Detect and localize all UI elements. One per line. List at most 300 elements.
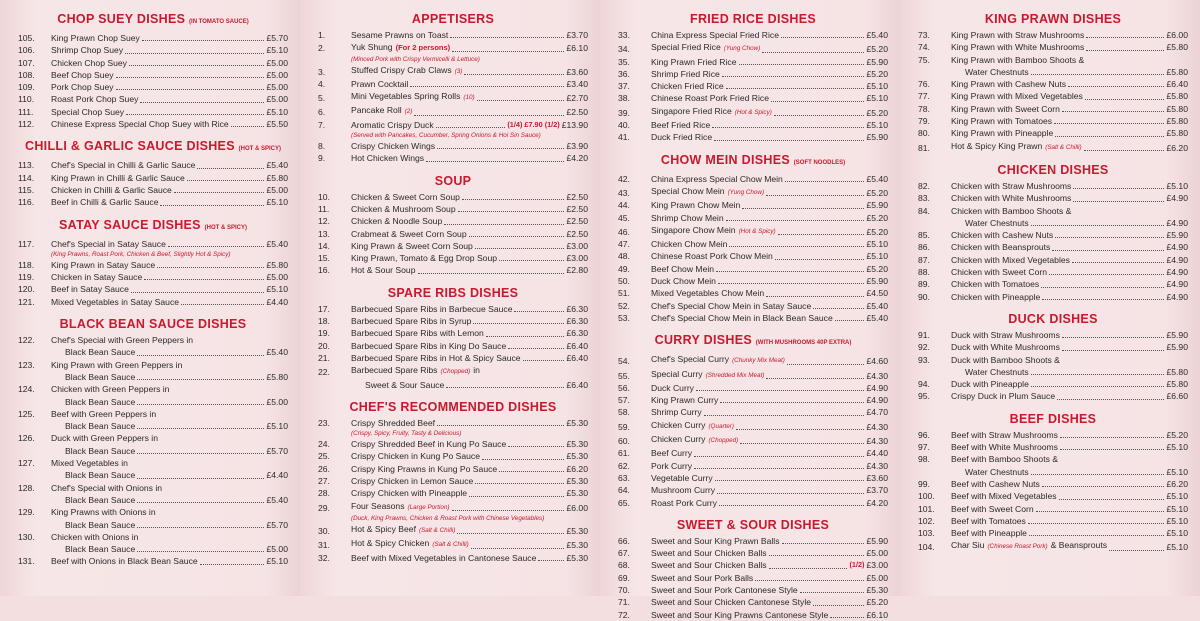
menu-item — [18, 271, 288, 283]
item-name — [951, 429, 1058, 441]
item-number: 45. — [618, 212, 630, 223]
menu-item — [18, 259, 288, 271]
item-number: 102. — [918, 515, 935, 526]
menu-item — [618, 41, 888, 55]
dot-leader — [437, 148, 564, 149]
section-title-text: KING PRAWN DISHES — [984, 12, 1122, 26]
menu-item — [18, 81, 288, 93]
item-number: 93. — [918, 354, 930, 365]
item-name-text: Mini Vegetables Spring Rolls — [351, 91, 461, 102]
item-price: £5.10 — [266, 45, 288, 56]
item-name-text: Chicken in Satay Sauce — [51, 272, 143, 283]
dot-leader — [125, 53, 264, 54]
item-name-text: Chinese Roast Pork Chow Mein — [651, 251, 773, 262]
item-number: 26. — [318, 463, 330, 474]
menu-item — [918, 254, 1188, 266]
item-name — [651, 535, 780, 547]
item-name — [951, 466, 1029, 478]
item-note: (Shredded Mix Meat) — [705, 371, 765, 379]
item-name — [351, 90, 475, 104]
item-note: (Chunky Mix Meat) — [732, 357, 785, 365]
dot-leader — [712, 127, 864, 128]
item-name-text: Hot & Sour Soup — [351, 265, 416, 276]
item-price: £2.80 — [566, 265, 588, 276]
item-name-text: Duck Curry — [651, 382, 694, 393]
menu-item — [318, 152, 588, 164]
item-number: 95. — [918, 391, 930, 402]
dot-leader — [1062, 337, 1165, 338]
item-price: £5.90 — [866, 535, 888, 546]
item-name-text: Beef in Satay Sauce — [51, 284, 129, 295]
menu-item — [618, 596, 888, 608]
item-price: £6.40 — [566, 352, 588, 363]
item-name-text: Beef with Cashew Nuts — [951, 478, 1040, 489]
item-number: 4. — [318, 78, 326, 89]
item-name-text: Barbecued Spare Ribs with Lemon — [351, 328, 484, 339]
dot-leader — [771, 101, 865, 102]
dot-leader — [769, 555, 865, 556]
section-black-bean-sauce-dishes — [18, 317, 288, 568]
section-title-note: (IN TOMATO SAUCE) — [189, 19, 249, 25]
dot-leader — [1062, 350, 1165, 351]
menu-item — [618, 472, 888, 484]
item-number: 115. — [18, 184, 35, 195]
menu-column-1 — [300, 0, 600, 596]
item-number: 68. — [618, 560, 630, 571]
item-name — [351, 264, 416, 276]
dot-leader — [475, 248, 565, 249]
item-name-text: Duck with Straw Mushrooms — [951, 329, 1060, 340]
item-name — [651, 92, 769, 104]
section-title-note: (WITH MUSHROOMS 40P EXTRA) — [755, 340, 852, 347]
menu-item — [318, 90, 588, 104]
item-number: 122. — [18, 335, 35, 346]
item-name — [51, 432, 158, 444]
menu-item — [918, 515, 1188, 527]
item-number: 62. — [618, 460, 630, 471]
menu-item — [918, 266, 1188, 278]
item-price: £5.00 — [866, 572, 888, 583]
section-title — [318, 174, 588, 188]
menu-item — [18, 482, 288, 494]
item-price: £5.30 — [566, 417, 588, 428]
item-name-text: Chicken & Sweet Corn Soup — [351, 191, 460, 202]
item-name-text: Chef's Special with Green Peppers in — [51, 335, 194, 346]
section-title-text: CHOW MEIN DISHES — [660, 152, 790, 167]
item-name — [351, 340, 506, 352]
menu-item — [18, 57, 288, 69]
item-number: 86. — [918, 242, 930, 253]
dot-leader — [694, 468, 864, 469]
item-name-text: Black Bean Sauce — [65, 371, 136, 382]
menu-item — [618, 406, 888, 418]
item-name-text: Crispy Chicken in Kung Po Sauce — [351, 451, 480, 462]
item-price: £5.20 — [866, 44, 888, 55]
item-price: £5.90 — [1166, 230, 1188, 241]
menu-item — [318, 463, 588, 475]
item-price: £4.40 — [266, 296, 288, 307]
menu-item — [618, 105, 888, 119]
item-name — [351, 228, 467, 240]
dot-leader — [742, 208, 864, 209]
menu-item — [18, 408, 288, 420]
menu-item — [918, 291, 1188, 303]
section-chilli-garlic-sauce-dishes — [18, 139, 288, 208]
item-number: 112. — [18, 119, 35, 130]
menu-item — [318, 41, 588, 54]
item-name-text: King Prawn Curry — [651, 395, 719, 406]
item-price: £4.20 — [866, 497, 888, 508]
item-price: £5.30 — [566, 439, 588, 450]
item-name-text: Chicken with Bamboo Shoots & — [951, 205, 1072, 216]
dot-leader — [142, 40, 265, 41]
item-number: 83. — [918, 193, 930, 204]
item-name — [651, 224, 776, 238]
item-price: £5.80 — [266, 371, 288, 382]
menu-item — [18, 44, 288, 56]
item-name-text: Chicken with Green Peppers in — [51, 384, 170, 395]
item-name — [951, 539, 1107, 553]
menu-item — [618, 484, 888, 496]
item-number: 74. — [918, 42, 930, 53]
item-name — [651, 212, 724, 224]
item-number: 21. — [318, 352, 330, 363]
item-number: 39. — [618, 107, 630, 118]
item-name — [651, 312, 833, 324]
section-title — [618, 518, 888, 532]
item-number: 110. — [18, 94, 35, 105]
menu-item — [918, 192, 1188, 204]
item-name — [651, 433, 738, 447]
item-name-text: Chicken in Chilli & Garlic Sauce — [51, 184, 172, 195]
dot-leader — [538, 560, 564, 561]
item-name — [351, 438, 506, 450]
item-name-text: Char Siu — [951, 540, 985, 551]
item-name — [951, 115, 1052, 127]
dot-leader — [144, 279, 264, 280]
item-name — [651, 572, 753, 584]
item-price: £3.70 — [866, 485, 888, 496]
item-name-text: Chicken Curry — [651, 419, 706, 430]
menu-item — [918, 278, 1188, 290]
dot-leader — [774, 115, 865, 116]
item-number: 40. — [618, 120, 630, 131]
item-name-text: Sweet and Sour Chicken Cantonese Style — [651, 597, 812, 608]
item-name — [651, 185, 764, 199]
item-name-text: Chicken with Beansprouts — [951, 242, 1051, 253]
menu-item — [18, 543, 288, 555]
item-number: 47. — [618, 239, 630, 250]
item-name-text: King Prawn with Pineapple — [951, 128, 1054, 139]
menu-item — [618, 185, 888, 199]
section-appetisers — [318, 12, 588, 165]
item-number: 18. — [318, 316, 330, 327]
item-name — [51, 519, 135, 531]
dot-leader — [508, 348, 564, 349]
menu-item — [918, 341, 1188, 353]
item-name — [651, 353, 785, 367]
item-price: £5.80 — [1166, 42, 1188, 53]
dot-leader — [785, 181, 865, 182]
item-number: 70. — [618, 584, 630, 595]
item-name — [51, 383, 169, 395]
item-name — [51, 371, 135, 383]
item-number: 108. — [18, 69, 35, 80]
item-name-text: Duck with White Mushrooms — [951, 342, 1060, 353]
item-number: 59. — [618, 421, 630, 432]
item-name — [951, 241, 1050, 253]
item-number: 38. — [618, 93, 630, 104]
menu-item — [918, 390, 1188, 402]
section-beef-dishes — [918, 412, 1188, 554]
item-name-text: Beef Curry — [651, 448, 693, 459]
item-name-text: Beef Chow Mein — [651, 263, 715, 274]
item-name — [51, 359, 182, 371]
item-name-text: Beef with White Mushrooms — [951, 442, 1058, 453]
item-name — [951, 478, 1040, 490]
item-note: (Yung Chow) — [727, 188, 765, 196]
item-name — [51, 44, 123, 56]
item-name — [651, 263, 714, 275]
section-title-text: CHILLI & GARLIC SAUCE DISHES — [25, 139, 235, 154]
section-title-text: DUCK DISHES — [1008, 311, 1098, 326]
menu-item — [318, 537, 588, 551]
item-number: 50. — [618, 276, 630, 287]
item-name — [351, 29, 448, 41]
item-name — [651, 173, 783, 185]
item-description: (Crispy, Spicy, Fruity, Tasty & Delicious) — [351, 430, 462, 438]
menu-item — [918, 229, 1188, 241]
dot-leader — [787, 364, 865, 365]
dot-leader — [486, 336, 565, 337]
item-number: 43. — [618, 187, 630, 198]
item-name-text: Chicken Chow Mein — [651, 239, 728, 250]
dot-leader — [469, 236, 565, 237]
item-name — [51, 396, 135, 408]
item-name-text: Crispy Chicken with Pineapple — [351, 488, 468, 499]
item-name-text: Black Bean Sauce — [65, 470, 136, 481]
item-price: £5.10 — [1166, 442, 1188, 453]
section-sweet-sour-dishes — [618, 518, 888, 621]
menu-item — [618, 447, 888, 459]
item-name — [51, 69, 114, 81]
item-number: 34. — [618, 44, 630, 55]
dot-leader — [719, 505, 865, 506]
menu-item — [618, 353, 888, 367]
section-chef-s-recommended-dishes — [318, 400, 588, 564]
item-name-text: Hot & Spicy King Prawn — [951, 140, 1043, 151]
item-name-text: Beef with Straw Mushrooms — [951, 429, 1058, 440]
item-name-text: Water Chestnuts — [965, 366, 1029, 377]
item-number: 97. — [918, 442, 930, 453]
item-name-text: King Prawn Chow Mein — [651, 200, 741, 211]
item-number: 109. — [18, 82, 35, 93]
menu-item — [318, 78, 588, 90]
item-price: £4.30 — [866, 370, 888, 381]
item-name — [651, 497, 717, 509]
item-name — [951, 78, 1066, 90]
dot-leader — [160, 205, 264, 206]
menu-item — [18, 531, 288, 543]
item-price: £4.20 — [566, 153, 588, 164]
section-chop-suey-dishes — [18, 12, 288, 130]
item-name — [51, 32, 140, 44]
item-name — [651, 41, 760, 55]
item-name — [51, 296, 179, 308]
item-name-text: King Prawn with White Mushrooms — [951, 42, 1085, 53]
item-note: (Salt & Chilli) — [432, 541, 469, 549]
section-title-text: SPARE RIBS DISHES — [387, 285, 519, 300]
item-price: £5.20 — [866, 212, 888, 223]
item-name-text: Sweet and Sour Chicken Balls — [651, 548, 767, 559]
dot-leader — [718, 283, 865, 284]
section-title — [18, 12, 288, 29]
menu-item — [318, 552, 588, 564]
dot-leader — [766, 195, 864, 196]
menu-item — [918, 115, 1188, 127]
item-price: £4.90 — [1166, 242, 1188, 253]
dot-leader — [410, 86, 564, 87]
item-number: 92. — [918, 342, 930, 353]
item-name — [51, 283, 129, 295]
item-number: 125. — [18, 408, 35, 419]
item-name-text: King Prawn in Satay Sauce — [51, 259, 156, 270]
item-note: (3) — [454, 67, 463, 75]
item-number: 72. — [618, 609, 630, 620]
menu-item — [18, 420, 288, 432]
dot-leader — [129, 65, 265, 66]
menu-item — [18, 159, 288, 171]
item-name-text: Chicken with White Mushrooms — [951, 193, 1072, 204]
menu-item — [18, 506, 288, 518]
dot-leader — [1052, 250, 1164, 251]
item-number: 3. — [318, 66, 326, 77]
item-name-suffix: & Beansprouts — [1050, 540, 1108, 551]
item-name — [51, 445, 135, 457]
menu-item — [18, 346, 288, 358]
item-name-text: Duck Chow Mein — [651, 276, 716, 287]
item-number: 119. — [18, 272, 35, 283]
item-name-text: Sesame Prawns on Toast — [351, 30, 449, 40]
item-number: 30. — [318, 525, 330, 536]
menu-item — [18, 296, 288, 308]
dot-leader — [1059, 499, 1165, 500]
item-number: 6. — [318, 107, 326, 118]
item-name — [51, 346, 135, 358]
item-name — [651, 29, 779, 41]
item-price: £6.60 — [1166, 391, 1188, 402]
menu-item — [618, 300, 888, 312]
item-price: £5.10 — [866, 120, 888, 131]
menu-column-4 — [0, 0, 300, 596]
item-name — [51, 482, 162, 494]
menu-item — [918, 41, 1188, 53]
item-name — [651, 199, 740, 211]
section-title — [318, 286, 588, 300]
menu-item — [318, 191, 588, 203]
menu-item — [918, 441, 1188, 453]
item-number: 101. — [918, 503, 935, 514]
item-number: 42. — [618, 173, 630, 184]
item-price: £5.90 — [866, 56, 888, 67]
item-name-text: Chicken & Noodle Soup — [351, 216, 443, 227]
item-name-text: Special Curry — [651, 368, 703, 379]
item-number: 53. — [618, 312, 630, 323]
item-name-text: Black Bean Sauce — [65, 347, 136, 358]
dot-leader — [781, 37, 864, 38]
item-price: £4.90 — [866, 382, 888, 393]
dot-leader — [782, 543, 865, 544]
item-name-text: Water Chestnuts — [965, 66, 1029, 77]
item-price: £5.10 — [866, 239, 888, 250]
item-number: 54. — [618, 356, 630, 367]
item-price: £4.90 — [1166, 217, 1188, 228]
item-name-text: King Prawn with Bamboo Shoots & — [951, 54, 1085, 65]
item-price: £3.00 — [566, 240, 588, 251]
item-note: (Quarter) — [708, 422, 734, 430]
menu-item — [618, 382, 888, 394]
item-name-text: Barbecued Spare Ribs in Hot & Spicy Sauce — [351, 352, 521, 363]
menu-item — [18, 432, 288, 444]
dot-leader — [523, 360, 565, 361]
section-title — [18, 139, 288, 156]
item-price: £5.80 — [1166, 366, 1188, 377]
menu-item — [918, 54, 1188, 66]
menu-item — [18, 334, 288, 346]
item-name-text: Black Bean Sauce — [65, 544, 136, 555]
item-name — [951, 140, 1082, 154]
item-name — [951, 229, 1053, 241]
item-name — [51, 469, 135, 481]
item-number: 67. — [618, 548, 630, 559]
item-portion-price: (1/2) — [849, 560, 865, 570]
menu-item — [18, 184, 288, 196]
item-number: 126. — [18, 433, 35, 444]
dot-leader — [1031, 474, 1165, 475]
dot-leader — [769, 568, 848, 569]
dot-leader — [457, 533, 564, 534]
item-price: £4.50 — [866, 288, 888, 299]
dot-leader — [452, 510, 565, 511]
dot-leader — [464, 74, 564, 75]
dot-leader — [140, 102, 264, 103]
item-name-text: Prawn Cocktail — [351, 78, 409, 89]
dot-leader — [740, 443, 864, 444]
item-name-text: King Prawn Chop Suey — [51, 33, 140, 43]
item-note: (Salt & Chilli) — [418, 526, 456, 534]
item-name-text: China Express Special Chow Mein — [651, 173, 783, 184]
item-name — [951, 266, 1047, 278]
item-price: £5.30 — [566, 488, 588, 499]
item-name-text: Beef with Onions in Black Bean Sauce — [51, 556, 198, 567]
dot-leader — [446, 387, 564, 388]
item-number: 15. — [318, 253, 330, 264]
item-number: 29. — [318, 502, 330, 513]
item-price: £5.70 — [266, 519, 288, 530]
item-number: 120. — [18, 284, 35, 295]
item-price: £6.10 — [566, 43, 588, 54]
dot-leader — [452, 51, 564, 52]
item-name-text: King Prawn with Straw Mushrooms — [951, 30, 1085, 40]
item-number: 124. — [18, 384, 35, 395]
menu-item — [918, 503, 1188, 515]
item-name-text: Crispy Duck in Plum Sauce — [951, 391, 1056, 402]
item-price: £5.00 — [266, 57, 288, 68]
item-name — [651, 584, 798, 596]
item-name-text: Crispy King Prawns in Kung Po Sauce — [351, 463, 498, 474]
item-name-text: Special Chop Suey — [51, 106, 125, 117]
item-name-text: Special Fried Rice — [651, 42, 721, 53]
